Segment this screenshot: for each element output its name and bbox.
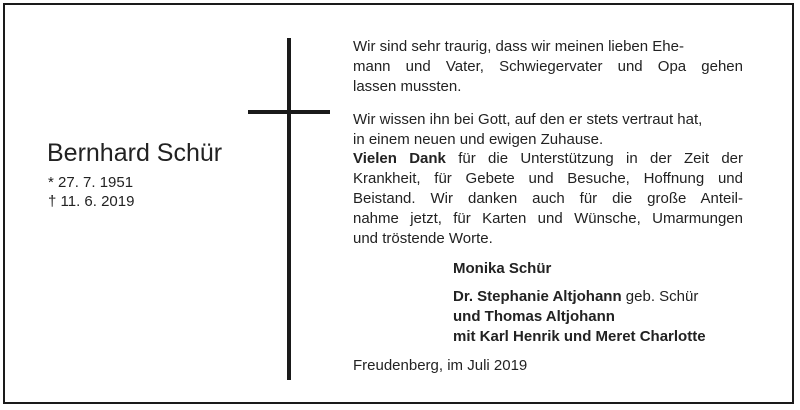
text-line: in einem neuen und ewigen Zuhause. <box>353 131 604 148</box>
deceased-name: Bernhard Schür <box>47 139 223 167</box>
text-line: mann und Vater, Schwiegervater und Opa gehen <box>353 58 743 75</box>
signer-stephanie: Dr. Stephanie Altjohann <box>453 288 622 305</box>
text-line <box>353 149 743 169</box>
text-line: nahme jetzt, für Karten und Wünsche, Umarmungen <box>353 210 743 227</box>
signatures <box>453 259 706 347</box>
life-dates <box>48 173 134 211</box>
text-line: Beistand. Wir danken auch für die große Anteil- <box>353 190 743 207</box>
signer-stephanie-maiden: geb. Schür <box>621 288 699 305</box>
paragraph-grief <box>353 37 743 97</box>
signer-thomas: und Thomas Altjohann <box>453 308 615 325</box>
signer-children: mit Karl Henrik und Meret Charlotte <box>453 328 706 345</box>
signer-monika: Monika Schür <box>453 260 552 277</box>
text-line: lassen mussten. <box>353 78 462 95</box>
text-line: und tröstende Worte. <box>353 230 493 247</box>
thanks-bold: Vielen Dank <box>353 150 446 167</box>
paragraph-thanks <box>353 149 743 249</box>
birth-date: * 27. 7. 1951 <box>48 174 134 191</box>
place-and-date: Freudenberg, im Juli 2019 <box>353 357 528 374</box>
paragraph-faith <box>353 110 743 150</box>
cross-vertical-bar <box>287 38 291 380</box>
text-line: Wir wissen ihn bei Gott, auf den er stets vertraut hat, <box>353 111 703 128</box>
text-line: Krankheit, für Gebete und Besuche, Hoffnung und <box>353 170 743 187</box>
cross-horizontal-bar <box>248 110 330 114</box>
thanks-line-rest: für die Unterstützung in der Zeit der <box>445 150 743 167</box>
death-date: † 11. 6. 2019 <box>48 193 135 210</box>
text-line: Wir sind sehr traurig, dass wir meinen lieben Ehe- <box>353 38 684 55</box>
